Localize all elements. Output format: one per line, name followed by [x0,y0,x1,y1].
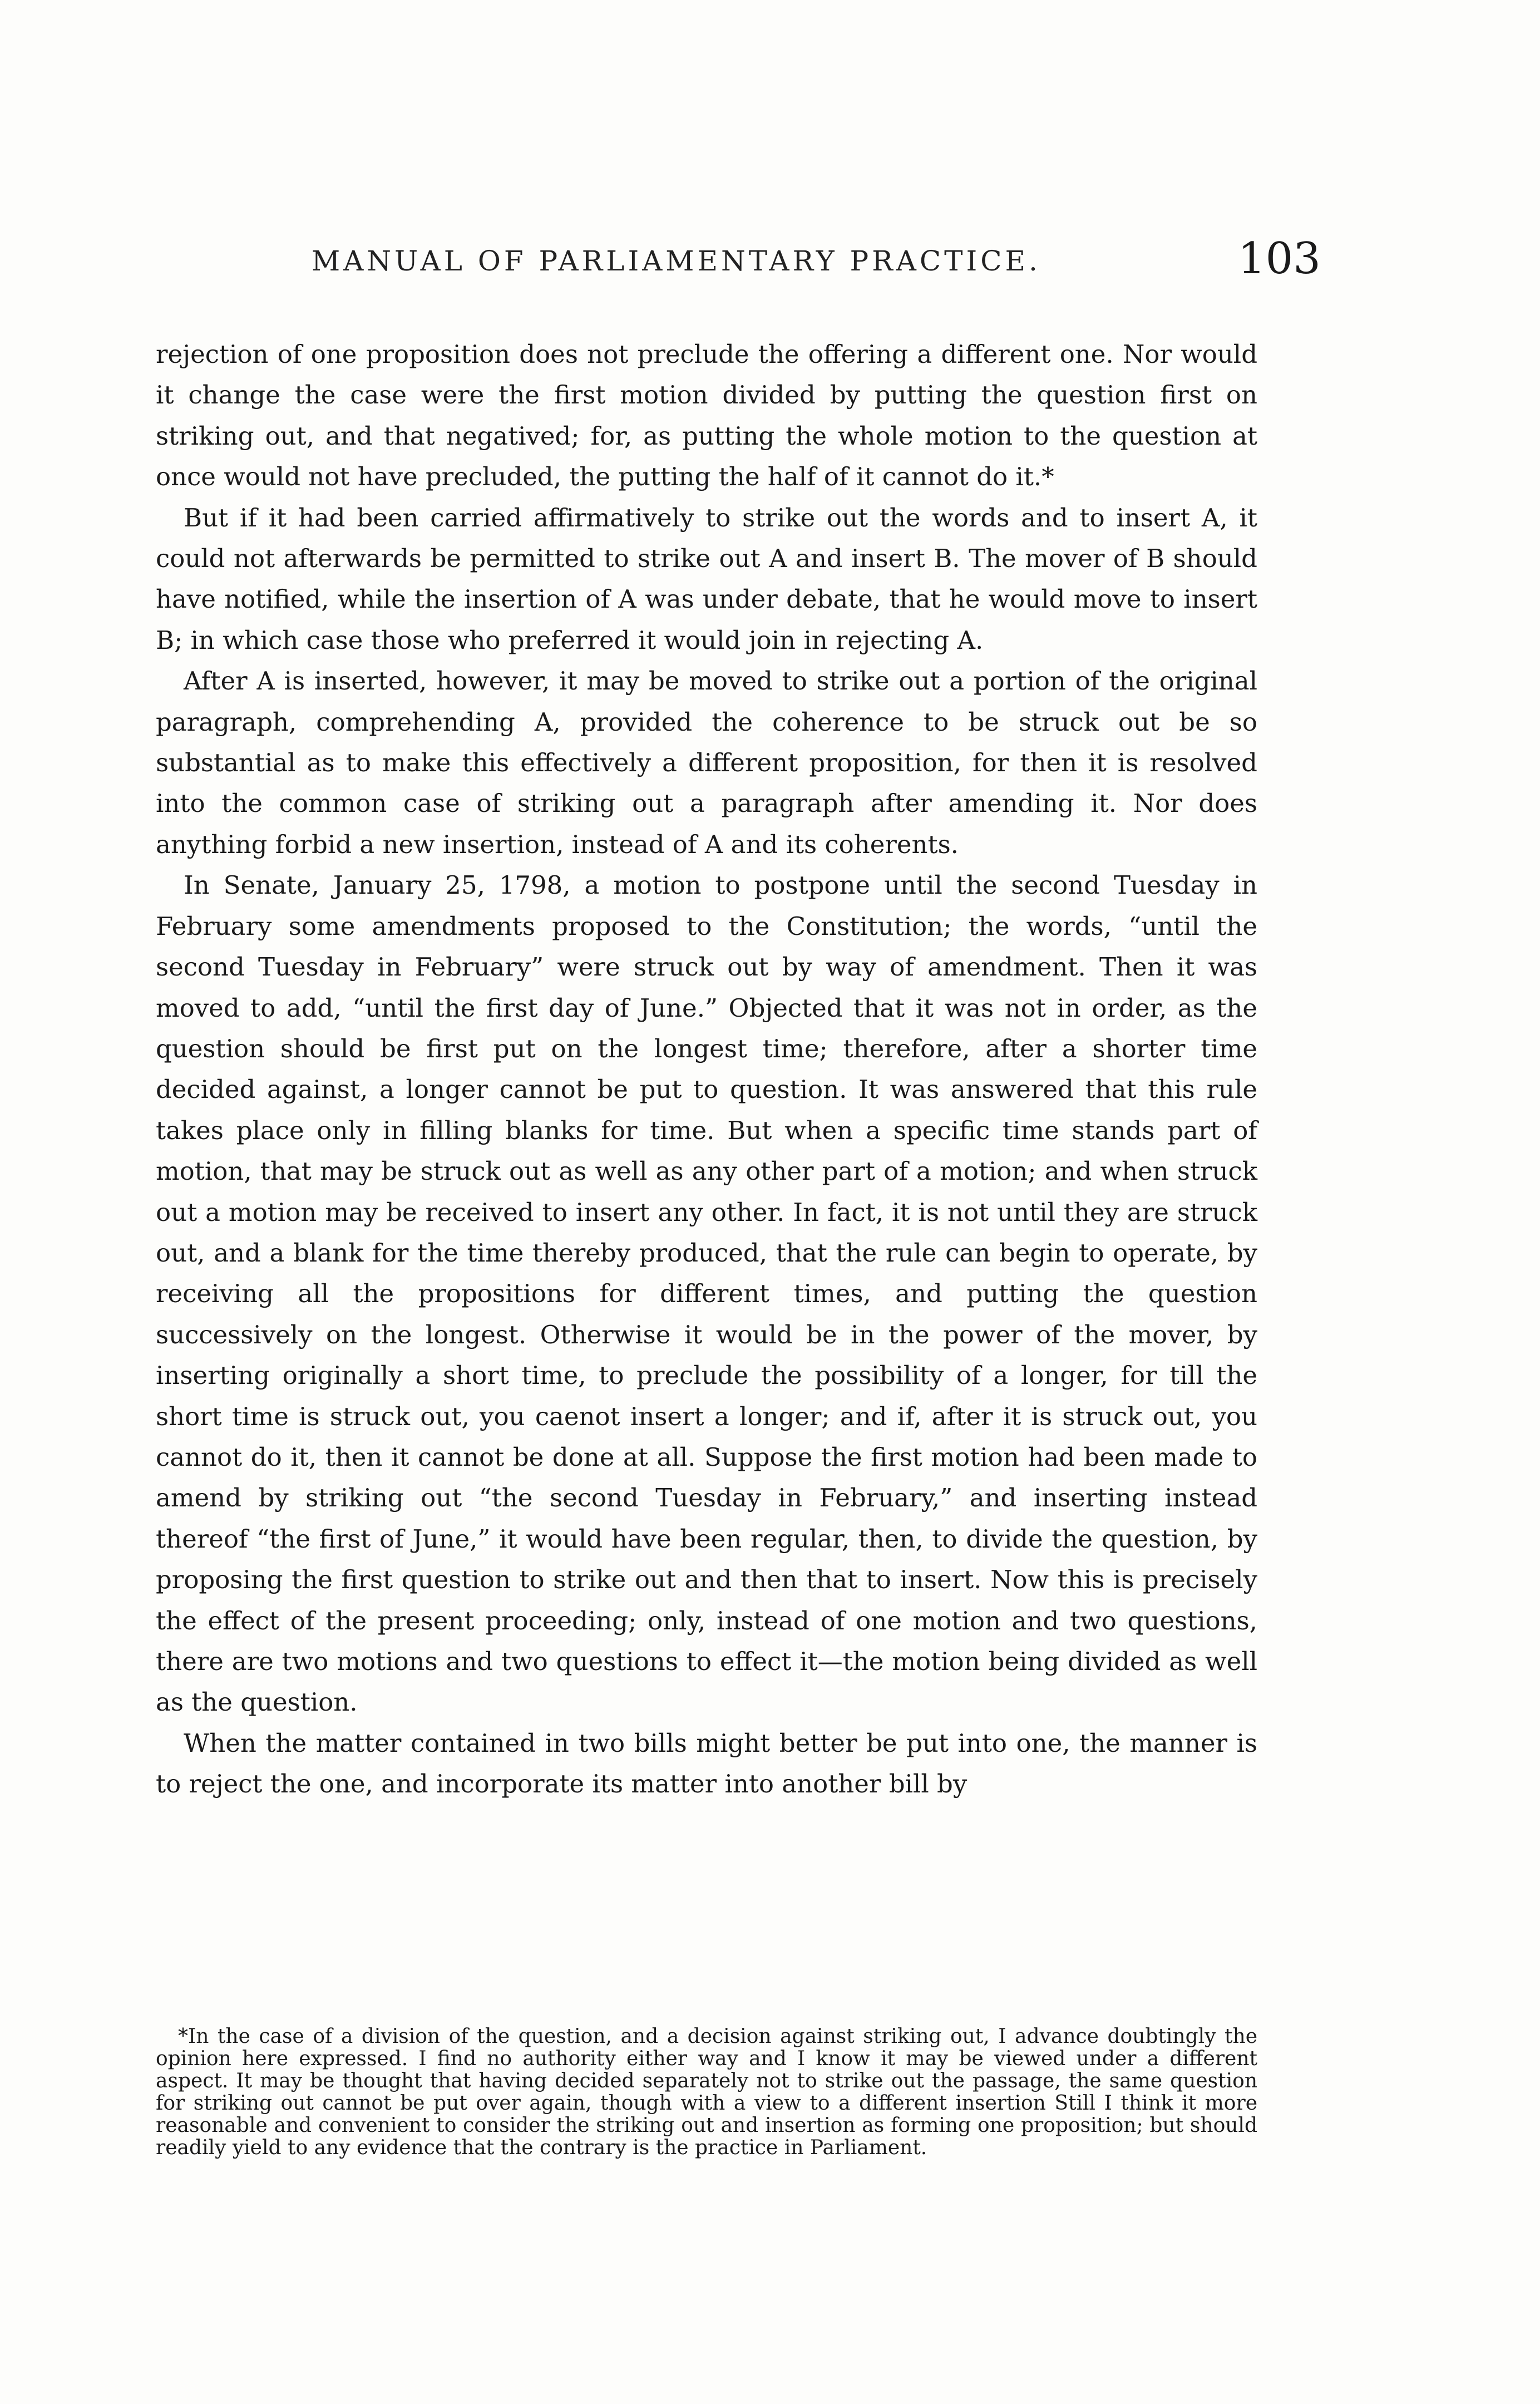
paragraph-continuation: rejection of one proposition does not preclude the offering a different one. Nor would it change the case were the first motion divided by putting the question first on striking out, and that negatived; for, as putting the whole motion to the question at once would not have precluded, the putting the half of it cannot do it.* [156,339,1257,492]
paragraph: When the matter contained in two bills might better be put into one, the manner is to reject the one, and incorporate its matter into another bill by [156,1728,1257,1799]
body-text [156,334,1257,1805]
running-title: MANUAL OF PARLIAMENTARY PRACTICE. [312,245,1041,277]
page-number: 103 [1238,234,1321,284]
footnote-text: *In the case of a division of the question, and a decision against striking out, I advance doubtingly the opinion here expressed. I find no authority either way and I know it may be viewed under a different aspect. It may be thought that having decided separately not to strike out the passage, the same question for striking out cannot be put over again, though with a view to a different insertion Still I think it more reasonable and convenient to consider the striking out and insertion as forming one proposition; but should readily yield to any evidence that the contrary is the practice in Parliament. [156,2025,1257,2159]
paragraph: But if it had been carried affirmatively to strike out the words and to insert A, it could not afterwards be permitted to strike out A and insert B. The mover of B should have notified, while the insertion of A was under debate, that he would move to insert B; in which case those who preferred it would join in rejecting A. [156,503,1257,655]
paragraph: In Senate, January 25, 1798, a motion to postpone until the second Tuesday in February some amendments proposed to the Constitution; the words, “until the second Tuesday in February” were struck out by way of amendment. Then it was moved to add, “until the first day of June.” Objected that it was not in order, as the question should be first put on the longest time; therefore, after a shorter time decided against, a longer cannot be put to question. It was answered that this rule takes place only in filling blanks for time. But when a specific time stands part of motion, that may be struck out as well as any other part of a motion; and when struck out a motion may be received to insert any other. In fact, it is not until they are struck out, and a blank for the time thereby produced, that the rule can begin to operate, by receiving all the propositions for different times, and putting the question successively on the longest. Otherwise it would be in the power of the mover, by inserting originally a short time, to preclude the possibility of a longer, for till the short time is struck out, you caenot insert a longer; and if, after it is struck out, you cannot do it, then it cannot be done at all. Suppose the first motion had been made to amend by striking out “the second Tuesday in February,” and inserting instead thereof “the first of June,” it would have been regular, then, to divide the question, by proposing the first question to strike out and then that to insert. Now this is precisely the effect of the present proceeding; only, instead of one motion and two questions, there are two motions and two questions to effect it—the motion being divided as well as the question. [156,870,1257,1717]
footnote [156,2026,1257,2159]
paragraph: After A is inserted, however, it may be moved to strike out a portion of the original paragraph, comprehending A, provided the coherence to be struck out be so substantial as to make this effectively a different proposition, for then it is resolved into the common case of striking out a paragraph after amending it. Nor does anything forbid a new insertion, instead of A and its coherents. [156,666,1257,859]
